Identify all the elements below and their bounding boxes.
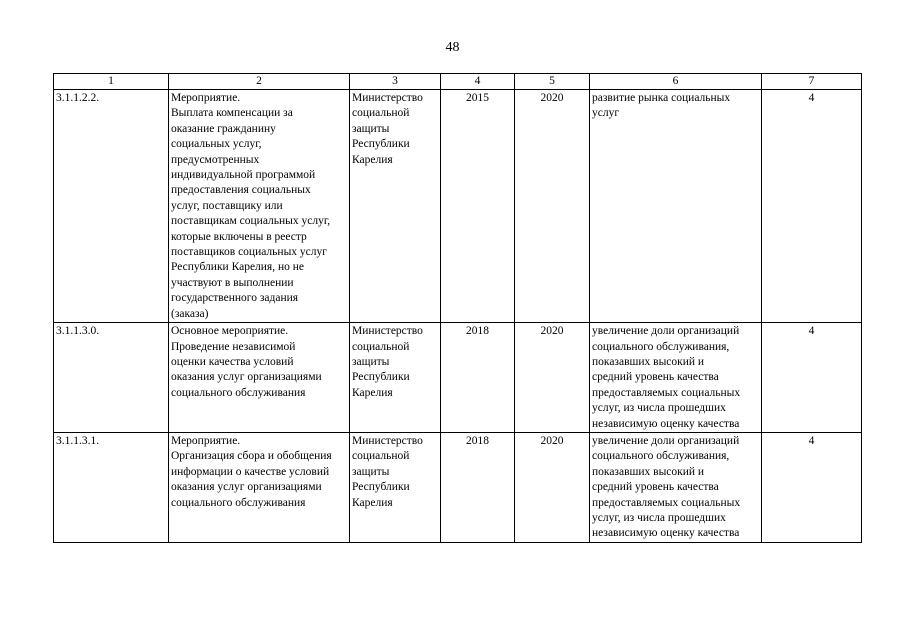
event-executor: Министерство социальной защиты Республики Карелия	[350, 432, 441, 542]
event-code: 3.1.1.3.1.	[54, 432, 169, 542]
program-events-table	[53, 73, 862, 543]
event-code: 3.1.1.3.0.	[54, 323, 169, 433]
event-code: 3.1.1.2.2.	[54, 90, 169, 323]
event-executor: Министерство социальной защиты Республики Карелия	[350, 90, 441, 323]
page-number: 48	[445, 40, 460, 55]
event-description: Мероприятие. Организация сбора и обобщения информации о качестве условий оказания услуг организациями социального обслуживания	[169, 432, 350, 542]
event-result: увеличение доли организаций социального обслуживания, показавших высокий и средний уровень качества предоставляемых социальных услуг, из числа прошедших независимую оценку качества	[590, 432, 762, 542]
column-header: 7	[762, 74, 862, 90]
event-end-year: 2020	[515, 90, 590, 323]
event-indicator: 4	[762, 90, 862, 323]
column-header: 2	[169, 74, 350, 90]
event-indicator: 4	[762, 323, 862, 433]
table-row	[54, 432, 862, 542]
column-header: 6	[590, 74, 762, 90]
column-header: 1	[54, 74, 169, 90]
event-end-year: 2020	[515, 432, 590, 542]
table-row	[54, 90, 862, 323]
column-header: 3	[350, 74, 441, 90]
column-header: 5	[515, 74, 590, 90]
event-result: увеличение доли организаций социального обслуживания, показавших высокий и средний уровень качества предоставляемых социальных услуг, из числа прошедших независимую оценку качества	[590, 323, 762, 433]
table-header-row	[54, 74, 862, 90]
event-start-year: 2018	[441, 432, 515, 542]
event-start-year: 2015	[441, 90, 515, 323]
event-indicator: 4	[762, 432, 862, 542]
event-start-year: 2018	[441, 323, 515, 433]
table-row	[54, 323, 862, 433]
event-result: развитие рынка социальных услуг	[590, 90, 762, 323]
event-executor: Министерство социальной защиты Республики Карелия	[350, 323, 441, 433]
event-description: Мероприятие. Выплата компенсации за оказание гражданину социальных услуг, предусмотренных индивидуальной программой предоставления социальных услуг, поставщику или поставщикам социальных услуг, которые включены в реестр поставщиков социальных услуг Республики Карелия, но не участвуют в выполнении государственного задания (заказа)	[169, 90, 350, 323]
event-description: Основное мероприятие. Проведение независимой оценки качества условий оказания услуг организациями социального обслуживания	[169, 323, 350, 433]
event-end-year: 2020	[515, 323, 590, 433]
column-header: 4	[441, 74, 515, 90]
